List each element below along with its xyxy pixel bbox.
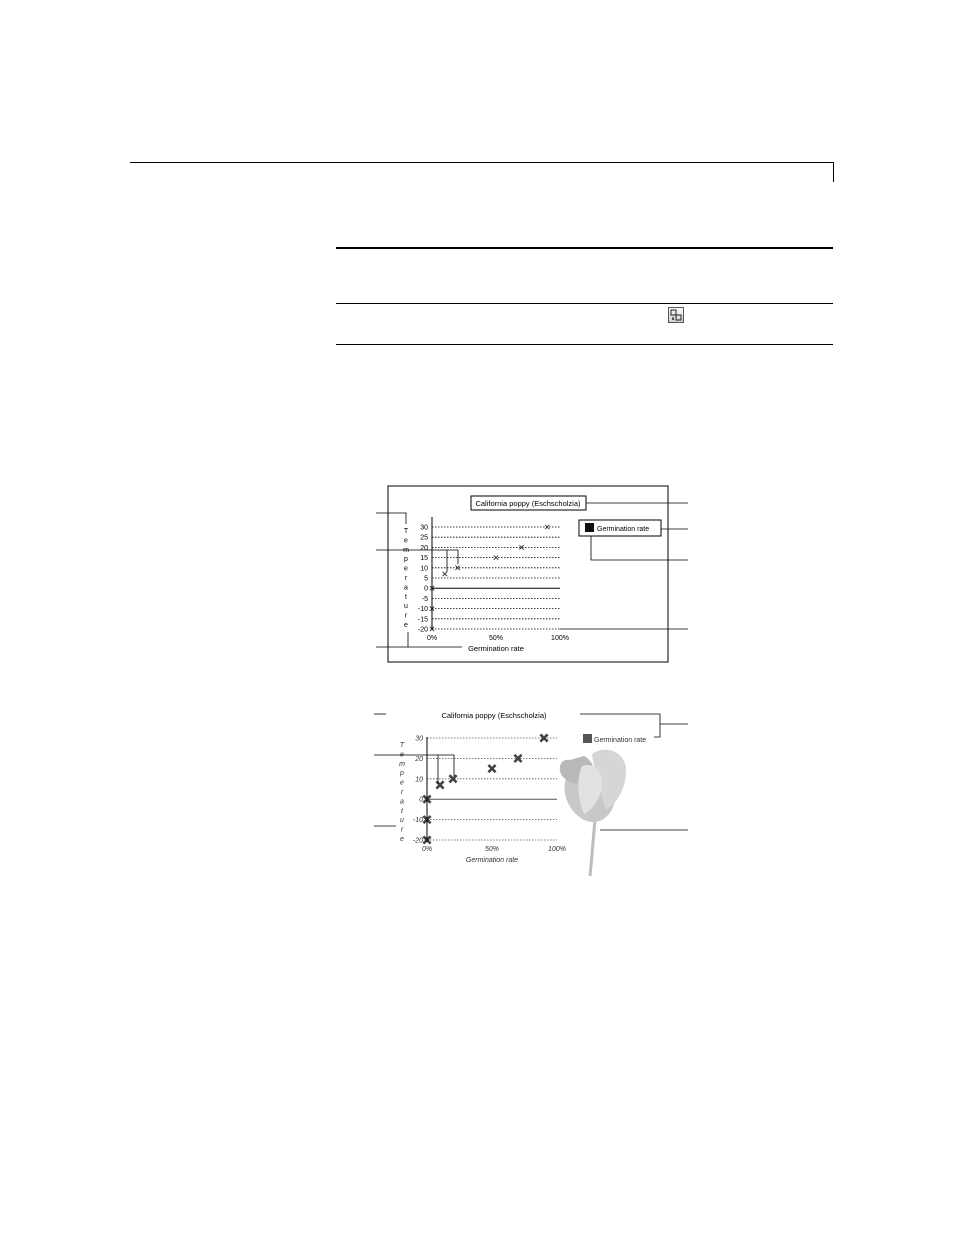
callout-line (376, 513, 406, 524)
y-axis-label-letter: p (400, 770, 404, 778)
y-axis-label-letter: u (404, 603, 408, 611)
y-tick-label: -20 (412, 837, 423, 845)
chart-2-y-ticks (413, 736, 423, 845)
data-point (449, 775, 456, 782)
chart-1-gridlines (432, 527, 560, 629)
y-axis-label-letter: t (401, 807, 403, 815)
chart-1-legend-label: Germination rate (597, 526, 650, 533)
x-tick-label: 0% (426, 635, 438, 642)
y-tick-label: 20 (420, 544, 428, 552)
data-point (436, 781, 443, 788)
chart-1-legend-swatch (585, 523, 594, 532)
y-tick-label: -20 (417, 626, 428, 634)
x-tick-label: 50% (484, 846, 500, 853)
y-tick-label: 30 (415, 735, 423, 743)
chart-2-x-ticks (422, 846, 566, 853)
y-tick-label: 15 (420, 555, 428, 563)
y-tick-label: -10 (417, 606, 428, 614)
format-chart-icon-glyph (669, 308, 683, 322)
y-axis-label-letter: T (399, 742, 405, 749)
chart-1-y-axis-label (403, 528, 409, 629)
chart-2-points (423, 734, 547, 843)
page-header-rule-tick (833, 162, 834, 182)
y-axis-label-letter: e (404, 622, 408, 629)
y-axis-label-letter: r (404, 612, 408, 620)
y-axis-label-letter: e (400, 836, 404, 843)
y-axis-label-letter: p (404, 556, 408, 564)
chart-1-title: California poppy (Eschscholzia) (475, 499, 581, 508)
y-axis-label-letter: r (404, 575, 408, 582)
chart-2 (370, 700, 690, 880)
y-tick-label: 5 (424, 575, 428, 583)
chart-1-x-ticks (427, 635, 569, 642)
chart-2-gridlines (427, 738, 557, 840)
x-tick-label: 100% (548, 846, 566, 853)
y-axis-label-letter: r (400, 826, 404, 834)
y-tick-label: 20 (415, 755, 423, 763)
y-axis-label-letter: m (403, 546, 409, 554)
y-axis-label-letter: e (400, 751, 404, 759)
y-tick-label: 10 (420, 565, 428, 573)
callout-line (591, 536, 688, 560)
y-tick-label: 30 (420, 524, 428, 532)
y-tick-label: 25 (420, 534, 428, 542)
y-axis-label-letter: m (399, 760, 405, 768)
chart-1 (370, 480, 690, 670)
y-axis-label-letter: a (404, 584, 408, 592)
y-axis-label-letter: e (400, 779, 404, 787)
x-tick-label: 100% (551, 635, 569, 642)
chart-1-y-ticks (418, 525, 428, 634)
y-axis-label-letter: u (400, 817, 404, 825)
table-row-divider (336, 303, 833, 304)
y-axis-label-letter: a (400, 798, 404, 806)
table-top-rule (336, 247, 833, 249)
chart-2-title: California poppy (Eschscholzia) (441, 711, 547, 720)
data-point (488, 765, 495, 772)
page-header-rule (130, 162, 834, 163)
y-tick-label: -10 (412, 817, 423, 825)
chart-1-x-axis-label: Germination rate (468, 644, 524, 653)
chart-2-x-axis-label: Germination rate (465, 857, 519, 864)
chart-2-legend-label: Germination rate (594, 737, 647, 744)
poppy-flower-image (560, 750, 626, 876)
table-bottom-rule (336, 344, 833, 345)
chart-2-y-axis-label (399, 742, 405, 843)
y-tick-label: -5 (421, 595, 428, 603)
data-point (443, 572, 447, 576)
y-axis-label-letter: e (404, 537, 408, 545)
callout-line (376, 632, 408, 647)
y-tick-label: -15 (417, 616, 428, 624)
y-tick-label: 0 (424, 585, 428, 593)
y-axis-label-letter: r (400, 789, 404, 796)
data-point (494, 555, 498, 559)
y-tick-label: 0 (419, 796, 423, 804)
data-point (545, 525, 549, 529)
callout-line (580, 714, 660, 737)
y-axis-label-letter: T (403, 528, 409, 535)
format-chart-icon[interactable] (668, 307, 684, 323)
x-tick-label: 0% (421, 846, 433, 853)
y-tick-label: 10 (415, 776, 423, 784)
y-axis-label-letter: e (404, 565, 408, 573)
chart-2-legend-swatch (583, 734, 592, 743)
y-axis-label-letter: t (405, 593, 407, 601)
x-tick-label: 50% (488, 635, 504, 642)
